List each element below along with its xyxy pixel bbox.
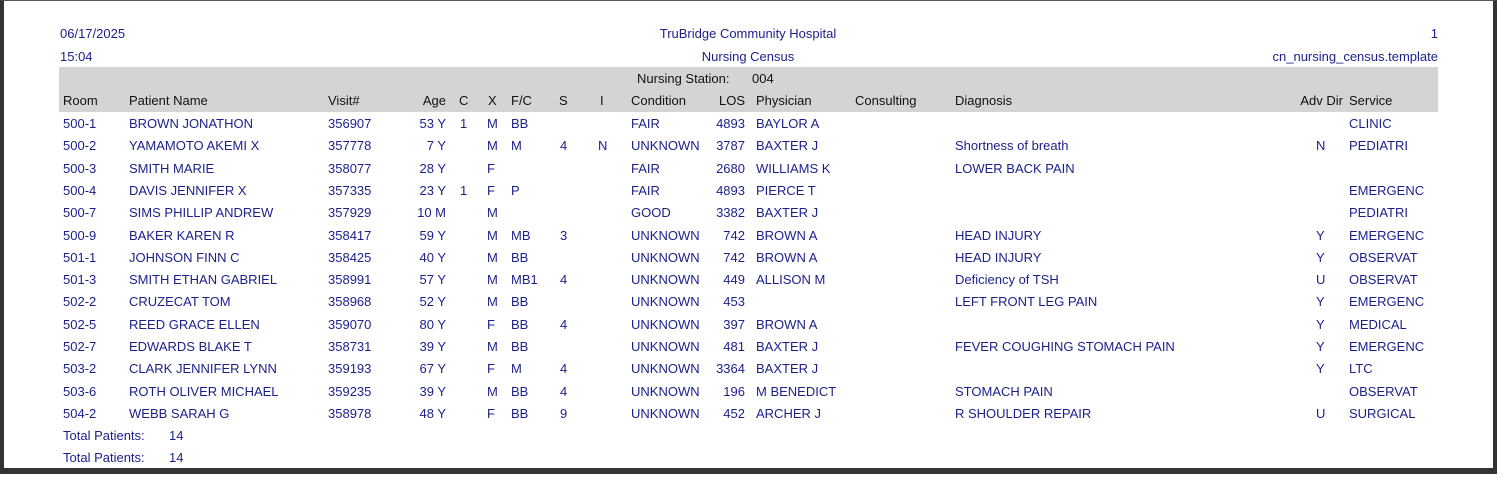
total-patients-label: Total Patients:	[63, 428, 145, 443]
cell-patient-name: SMITH MARIE	[129, 160, 215, 176]
cell-los: 2680	[716, 160, 745, 176]
header-x: X	[488, 93, 497, 108]
cell-visit: 358731	[328, 339, 372, 354]
cell-fc: BB	[511, 383, 529, 399]
cell-x: F	[487, 405, 495, 421]
header-room: Room	[63, 93, 98, 108]
cell-visit: 359070	[328, 316, 372, 332]
cell-adv-dir: Y	[1316, 249, 1325, 265]
table-row	[0, 228, 1505, 246]
cell-los: 453	[723, 294, 745, 310]
cell-patient-name: ROTH OLIVER MICHAEL	[129, 383, 279, 399]
table-row	[0, 205, 1505, 223]
cell-physician: BAXTER J	[756, 138, 819, 154]
cell-age: 59 Y	[419, 227, 446, 243]
header-fc: F/C	[511, 93, 532, 108]
cell-x: F	[487, 182, 495, 198]
cell-los: 742	[723, 249, 745, 265]
cell-age: 67 Y	[419, 361, 446, 377]
cell-condition: UNKNOWN	[631, 405, 700, 421]
cell-service: OBSERVAT	[1349, 272, 1418, 288]
cell-adv-dir: Y	[1316, 361, 1325, 377]
cell-fc: BB	[511, 405, 529, 421]
cell-room: 504-2	[63, 405, 97, 421]
cell-age: 7 Y	[426, 138, 446, 154]
cell-room: 502-7	[63, 339, 97, 354]
table-row	[0, 272, 1505, 290]
cell-fc: MB1	[511, 272, 538, 288]
cell-age: 52 Y	[419, 294, 446, 310]
cell-physician: BROWN A	[756, 249, 818, 265]
cell-room: 501-3	[63, 272, 97, 288]
cell-los: 4893	[716, 182, 745, 198]
header-c: C	[459, 93, 469, 108]
cell-diagnosis: R SHOULDER REPAIR	[955, 405, 1092, 421]
cell-age: 80 Y	[419, 316, 446, 332]
cell-service: PEDIATRI	[1349, 205, 1408, 221]
cell-room: 500-1	[63, 116, 97, 131]
cell-diagnosis: HEAD INJURY	[955, 227, 1042, 243]
cell-room: 500-7	[63, 205, 97, 221]
cell-los: 3382	[716, 205, 745, 221]
cell-x: M	[487, 138, 498, 154]
cell-physician: ARCHER J	[756, 405, 822, 421]
cell-condition: UNKNOWN	[631, 361, 700, 377]
cell-age: 28 Y	[419, 160, 446, 176]
header-physician: Physician	[756, 93, 812, 108]
cell-physician: BAXTER J	[756, 205, 819, 221]
cell-s: 9	[560, 405, 568, 421]
cell-x: F	[487, 160, 495, 176]
cell-service: CLINIC	[1349, 116, 1392, 131]
header-patient-name: Patient Name	[129, 93, 208, 108]
cell-age: 40 Y	[419, 249, 446, 265]
nursing-station-label: Nursing Station:	[637, 71, 730, 86]
cell-los: 481	[723, 339, 745, 354]
cell-c: 1	[460, 116, 468, 131]
cell-patient-name: YAMAMOTO AKEMI X	[129, 138, 260, 154]
cell-condition: FAIR	[631, 160, 660, 176]
total-patients-value: 14	[169, 450, 184, 465]
report-title: Nursing Census	[701, 49, 795, 64]
nursing-station-value: 004	[752, 71, 774, 86]
cell-x: F	[487, 316, 495, 332]
cell-fc: BB	[511, 116, 529, 131]
cell-s: 4	[560, 272, 568, 288]
cell-patient-name: BAKER KAREN R	[129, 227, 235, 243]
report-time: 15:04	[60, 49, 93, 64]
cell-physician: PIERCE T	[756, 182, 816, 198]
cell-age: 10 M	[417, 205, 446, 221]
table-row	[0, 361, 1505, 379]
cell-condition: UNKNOWN	[631, 249, 700, 265]
cell-service: EMERGENC	[1349, 339, 1425, 354]
cell-visit: 358991	[328, 272, 372, 288]
cell-adv-dir: U	[1316, 405, 1326, 421]
table-row	[0, 317, 1505, 335]
table-row	[0, 406, 1505, 424]
cell-room: 500-3	[63, 160, 97, 176]
cell-los: 449	[723, 272, 745, 288]
header-visit: Visit#	[328, 93, 360, 108]
cell-condition: UNKNOWN	[631, 227, 700, 243]
total-patients-label: Total Patients:	[63, 450, 145, 465]
cell-x: F	[487, 361, 495, 377]
cell-condition: UNKNOWN	[631, 316, 700, 332]
cell-x: M	[487, 227, 498, 243]
cell-x: M	[487, 272, 498, 288]
template-name: cn_nursing_census.template	[1272, 49, 1438, 64]
cell-service: EMERGENC	[1349, 294, 1425, 310]
cell-age: 39 Y	[419, 383, 446, 399]
cell-physician: WILLIAMS K	[756, 160, 831, 176]
cell-c: 1	[460, 182, 468, 198]
cell-s: 4	[560, 383, 568, 399]
cell-los: 3364	[716, 361, 745, 377]
cell-patient-name: SMITH ETHAN GABRIEL	[129, 272, 278, 288]
cell-room: 502-5	[63, 316, 97, 332]
header-i: I	[600, 93, 604, 108]
cell-los: 4893	[716, 116, 745, 131]
cell-s: 4	[560, 361, 568, 377]
cell-room: 503-2	[63, 361, 97, 377]
cell-condition: FAIR	[631, 116, 660, 131]
table-row	[0, 294, 1505, 312]
cell-s: 4	[560, 316, 568, 332]
cell-physician: BROWN A	[756, 316, 818, 332]
cell-fc: BB	[511, 316, 529, 332]
cell-adv-dir: U	[1316, 272, 1326, 288]
cell-adv-dir: N	[1316, 138, 1326, 154]
cell-adv-dir: Y	[1316, 316, 1325, 332]
cell-physician: BAXTER J	[756, 361, 819, 377]
cell-condition: UNKNOWN	[631, 383, 700, 399]
cell-age: 53 Y	[419, 116, 446, 131]
cell-i: N	[598, 138, 608, 154]
cell-visit: 358077	[328, 160, 372, 176]
cell-visit: 359235	[328, 383, 372, 399]
cell-service: EMERGENC	[1349, 227, 1425, 243]
cell-patient-name: DAVIS JENNIFER X	[129, 182, 247, 198]
cell-service: OBSERVAT	[1349, 249, 1418, 265]
cell-x: M	[487, 339, 498, 354]
header-los: LOS	[718, 93, 745, 108]
cell-condition: UNKNOWN	[631, 138, 700, 154]
cell-fc: M	[511, 361, 522, 377]
cell-age: 23 Y	[419, 182, 446, 198]
cell-adv-dir: Y	[1316, 294, 1325, 310]
cell-visit: 357929	[328, 205, 372, 221]
cell-room: 500-9	[63, 227, 97, 243]
table-row	[0, 138, 1505, 156]
cell-service: EMERGENC	[1349, 182, 1425, 198]
cell-visit: 358968	[328, 294, 372, 310]
cell-s: 4	[560, 138, 568, 154]
cell-age: 48 Y	[419, 405, 446, 421]
cell-diagnosis: STOMACH PAIN	[955, 383, 1053, 399]
cell-fc: P	[511, 182, 520, 198]
column-headers	[0, 93, 1505, 108]
cell-x: M	[487, 205, 498, 221]
header-diagnosis: Diagnosis	[955, 93, 1013, 108]
cell-los: 397	[723, 316, 745, 332]
cell-visit: 359193	[328, 361, 372, 377]
cell-age: 39 Y	[419, 339, 446, 354]
cell-diagnosis: LOWER BACK PAIN	[955, 160, 1075, 176]
cell-service: OBSERVAT	[1349, 383, 1418, 399]
page-number: 1	[1430, 26, 1438, 41]
cell-s: 3	[560, 227, 568, 243]
table-row	[0, 116, 1505, 134]
cell-fc: M	[511, 138, 522, 154]
report-date: 06/17/2025	[60, 26, 126, 41]
cell-los: 3787	[716, 138, 745, 154]
cell-physician: ALLISON M	[756, 272, 826, 288]
header-adv-dir: Adv Dir	[1300, 93, 1343, 108]
cell-adv-dir: Y	[1316, 339, 1325, 354]
total-patients-value: 14	[169, 428, 184, 443]
table-row	[0, 384, 1505, 402]
cell-diagnosis: FEVER COUGHING STOMACH PAIN	[955, 339, 1175, 354]
cell-room: 502-2	[63, 294, 97, 310]
cell-fc: BB	[511, 294, 529, 310]
header-service: Service	[1349, 93, 1393, 108]
cell-diagnosis: Deficiency of TSH	[955, 272, 1059, 288]
cell-x: M	[487, 249, 498, 265]
cell-x: M	[487, 383, 498, 399]
cell-patient-name: SIMS PHILLIP ANDREW	[129, 205, 274, 221]
cell-x: M	[487, 116, 498, 131]
cell-physician: BAYLOR A	[756, 116, 820, 131]
cell-patient-name: JOHNSON FINN C	[129, 249, 240, 265]
hospital-name: TruBridge Community Hospital	[659, 26, 837, 41]
cell-room: 503-6	[63, 383, 97, 399]
cell-age: 57 Y	[419, 272, 446, 288]
cell-room: 500-4	[63, 182, 97, 198]
cell-los: 196	[723, 383, 745, 399]
table-row	[0, 339, 1505, 357]
cell-visit: 356907	[328, 116, 372, 131]
cell-condition: GOOD	[631, 205, 671, 221]
cell-service: SURGICAL	[1349, 405, 1416, 421]
cell-patient-name: CLARK JENNIFER LYNN	[129, 361, 277, 377]
cell-condition: UNKNOWN	[631, 272, 700, 288]
cell-fc: BB	[511, 339, 529, 354]
cell-physician: M BENEDICT	[756, 383, 837, 399]
header-consulting: Consulting	[855, 93, 917, 108]
cell-x: M	[487, 294, 498, 310]
cell-condition: FAIR	[631, 182, 660, 198]
cell-patient-name: EDWARDS BLAKE T	[129, 339, 252, 354]
table-row	[0, 250, 1505, 268]
cell-visit: 358417	[328, 227, 372, 243]
cell-service: MEDICAL	[1349, 316, 1407, 332]
cell-service: LTC	[1349, 361, 1373, 377]
cell-physician: BAXTER J	[756, 339, 819, 354]
cell-visit: 358978	[328, 405, 372, 421]
table-row	[0, 183, 1505, 201]
cell-los: 742	[723, 227, 745, 243]
header-condition: Condition	[631, 93, 686, 108]
cell-room: 501-1	[63, 249, 97, 265]
cell-patient-name: WEBB SARAH G	[129, 405, 230, 421]
cell-los: 452	[723, 405, 745, 421]
header-age: Age	[422, 93, 446, 108]
cell-fc: MB	[511, 227, 531, 243]
cell-diagnosis: LEFT FRONT LEG PAIN	[955, 294, 1098, 310]
cell-condition: UNKNOWN	[631, 294, 700, 310]
header-s: S	[559, 93, 568, 108]
cell-adv-dir: Y	[1316, 227, 1325, 243]
cell-room: 500-2	[63, 138, 97, 154]
cell-patient-name: REED GRACE ELLEN	[129, 316, 260, 332]
cell-patient-name: BROWN JONATHON	[129, 116, 253, 131]
cell-diagnosis: Shortness of breath	[955, 138, 1069, 154]
cell-visit: 358425	[328, 249, 372, 265]
cell-diagnosis: HEAD INJURY	[955, 249, 1042, 265]
cell-fc: BB	[511, 249, 529, 265]
cell-condition: UNKNOWN	[631, 339, 700, 354]
table-row	[0, 161, 1505, 179]
cell-physician: BROWN A	[756, 227, 818, 243]
cell-visit: 357335	[328, 182, 372, 198]
cell-service: PEDIATRI	[1349, 138, 1408, 154]
cell-visit: 357778	[328, 138, 372, 154]
cell-patient-name: CRUZECAT TOM	[129, 294, 231, 310]
